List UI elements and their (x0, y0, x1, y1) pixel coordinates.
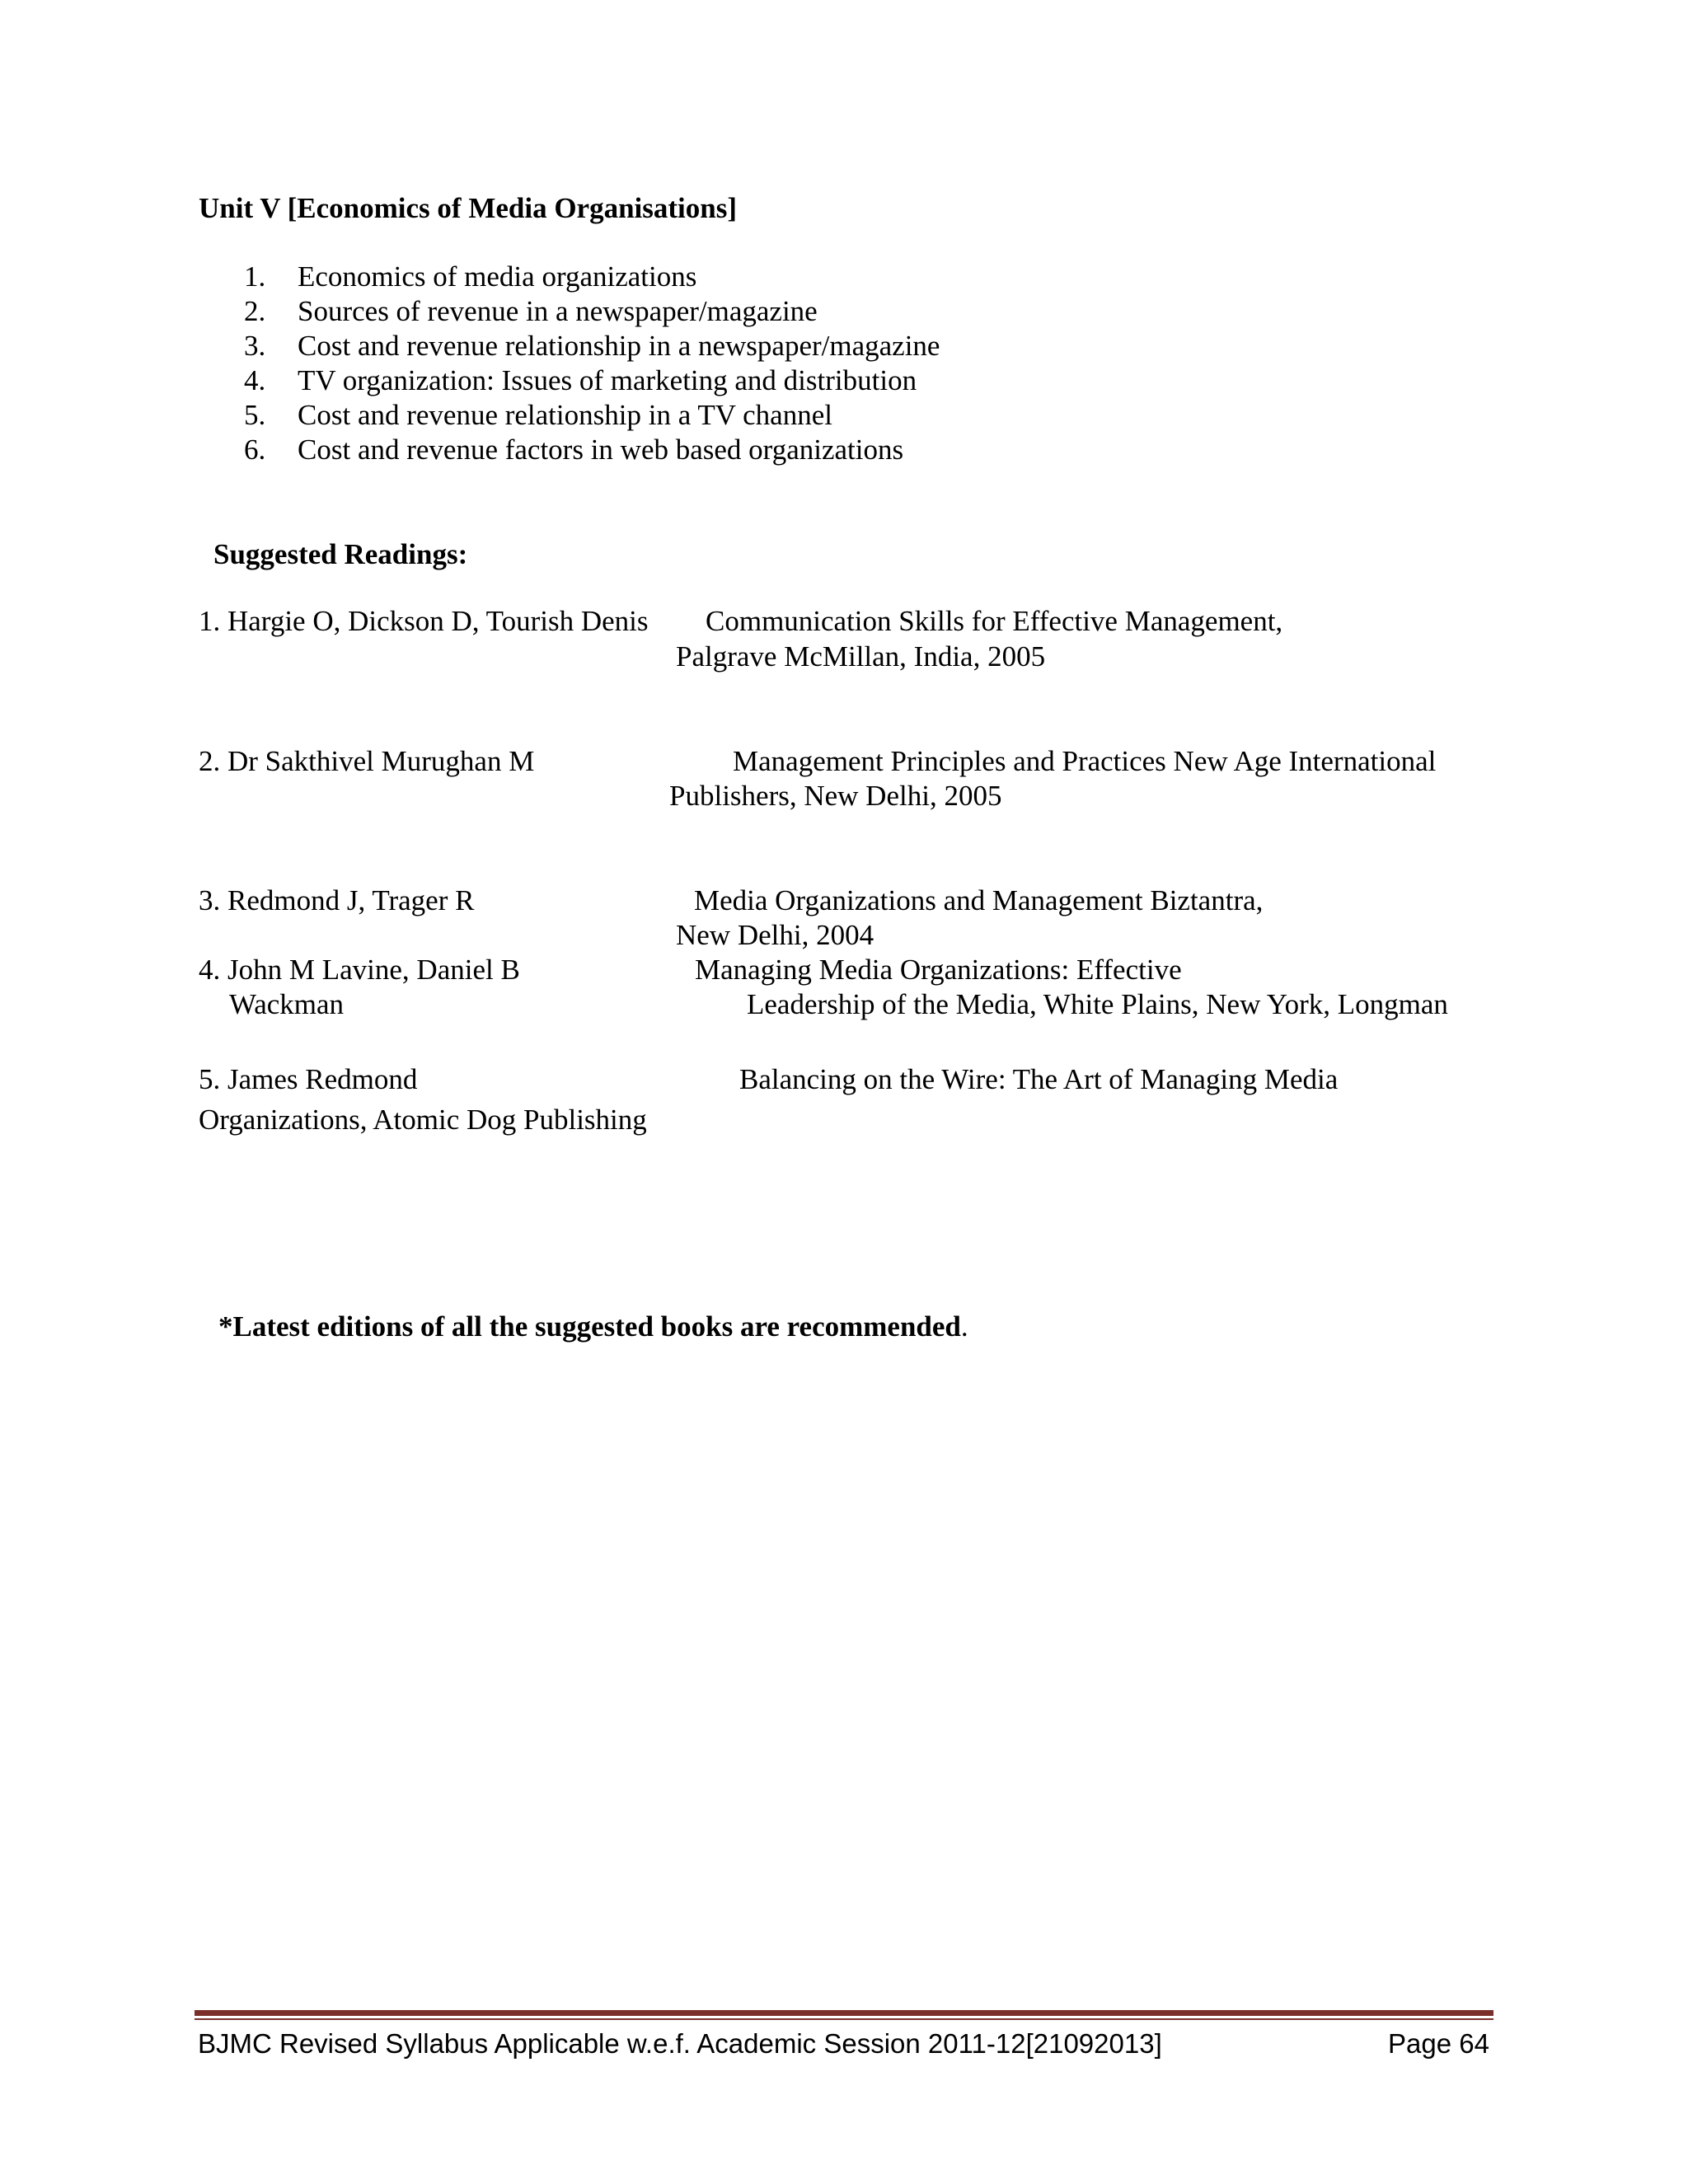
list-item-number: 1. (244, 260, 266, 293)
list-item-text: Economics of media organizations (298, 260, 697, 293)
footer-rule-thin (195, 2018, 1493, 2020)
footer-document-title: BJMC Revised Syllabus Applicable w.e.f. Academic Session 2011-12[21092013] (198, 2028, 1162, 2059)
reading-3-title: Media Organizations and Management Biztantra, (694, 884, 1264, 916)
topic-list (244, 260, 940, 467)
list-item (244, 294, 940, 329)
list-item-number: 6. (244, 434, 266, 466)
recommendation-note-period: . (960, 1310, 968, 1343)
list-item (244, 260, 940, 294)
list-item-text: Cost and revenue relationship in a TV channel (298, 399, 832, 431)
list-item (244, 398, 940, 433)
reading-4-title: Managing Media Organizations: Effective (695, 954, 1182, 986)
reading-5-title: Balancing on the Wire: The Art of Managing Media (739, 1063, 1339, 1095)
list-item-text: Cost and revenue relationship in a newspaper/magazine (298, 330, 940, 362)
reading-3-author: 3. Redmond J, Trager R (199, 884, 475, 916)
list-item (244, 329, 940, 363)
reading-4-author: 4. John M Lavine, Daniel B (199, 954, 520, 986)
reading-3-publisher: New Delhi, 2004 (676, 919, 874, 951)
list-item-text: Sources of revenue in a newspaper/magazine (298, 295, 818, 327)
reading-5-publisher: Organizations, Atomic Dog Publishing (199, 1104, 647, 1136)
list-item-number: 5. (244, 399, 266, 431)
reading-4-publisher: Leadership of the Media, White Plains, New York, Longman (747, 988, 1448, 1020)
list-item-number: 4. (244, 364, 266, 396)
reading-1-title: Communication Skills for Effective Management, (706, 605, 1283, 637)
list-item-number: 2. (244, 295, 266, 327)
reading-5-author: 5. James Redmond (199, 1063, 418, 1095)
reading-2-author: 2. Dr Sakthivel Murughan M (199, 745, 535, 777)
reading-4-author-continued: Wackman (229, 988, 345, 1020)
reading-2-title: Management Principles and Practices New Age International (733, 745, 1437, 777)
list-item (244, 363, 940, 398)
readings-heading: Suggested Readings: (213, 538, 468, 570)
list-item (244, 433, 940, 467)
list-item-text: Cost and revenue factors in web based organizations (298, 434, 904, 466)
list-item-number: 3. (244, 330, 266, 362)
reading-1-author: 1. Hargie O, Dickson D, Tourish Denis (199, 605, 649, 637)
reading-1-publisher: Palgrave McMillan, India, 2005 (676, 640, 1046, 673)
recommendation-note-text: *Latest editions of all the suggested books are recommended (218, 1310, 961, 1343)
recommendation-note (218, 1310, 968, 1344)
footer-page-number: Page 64 (1388, 2028, 1489, 2059)
reading-2-publisher: Publishers, New Delhi, 2005 (669, 780, 1002, 812)
list-item-text: TV organization: Issues of marketing and distribution (298, 364, 917, 396)
unit-heading: Unit V [Economics of Media Organisations] (199, 192, 738, 224)
footer-rule (195, 2010, 1493, 2016)
